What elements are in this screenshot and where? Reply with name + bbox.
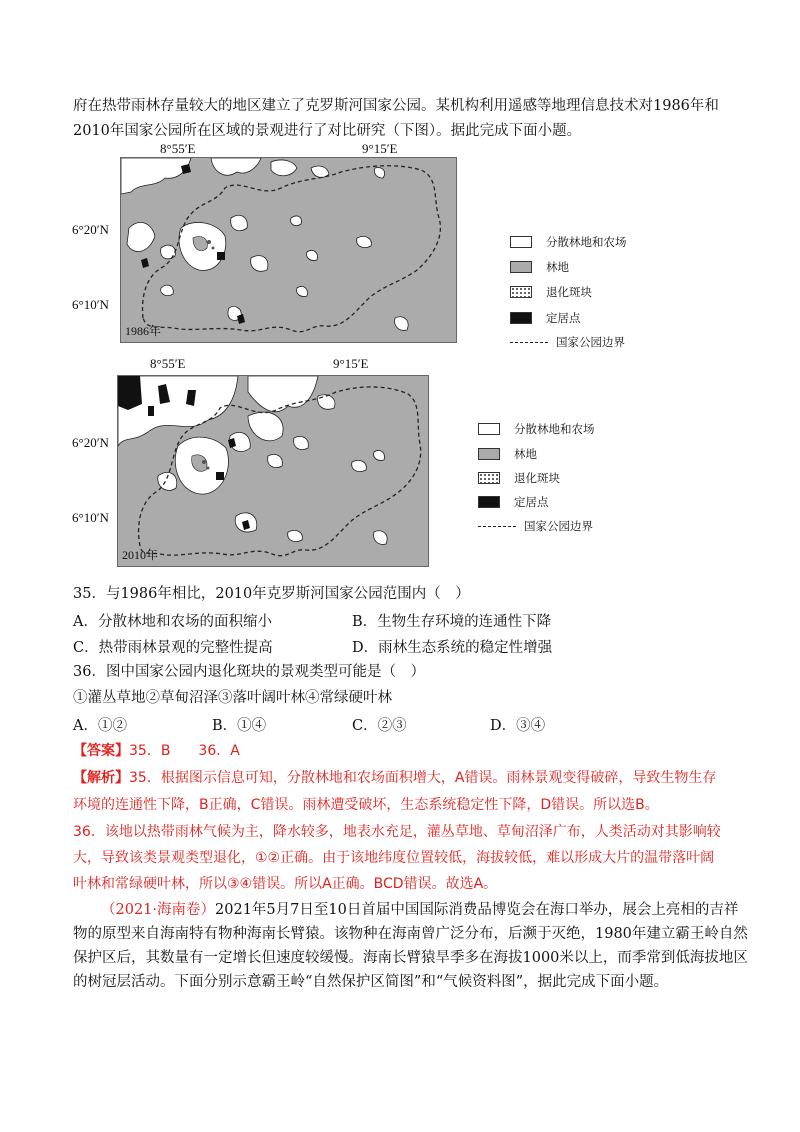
q35-option-c: C．热带雨林景观的完整性提高 [73, 640, 273, 656]
legend1-degraded-label: 退化斑块 [546, 285, 592, 299]
legend2-settlement-label: 定居点 [514, 495, 549, 509]
next-line-2: 物的原型来自海南特有物种海南长臂猿。该物种在海南曾广泛分布，后濒于灭绝，1980年建立霸王岭自然 [73, 926, 748, 942]
legend2-degraded-label: 退化斑块 [514, 471, 560, 485]
legend1-boundary-label: 国家公园边界 [556, 335, 625, 349]
legend1-degraded-swatch [510, 286, 532, 298]
analysis-line-4: 大，导致该类景观类型退化，①②正确。由于该地纬度位置较低，海拔较低，难以形成大片的温带落叶阔 [73, 850, 715, 866]
analysis-text-1: 35．根据图示信息可知，分散林地和农场面积增大，A错误。雨林景观变得破碎，导致生物生存 [129, 770, 717, 786]
map2-lat-bottom: 6°10′N [72, 510, 109, 525]
legend1-degraded [510, 284, 592, 300]
next-source: （2021·海南卷） [101, 902, 216, 918]
map2-lat-top: 6°20′N [72, 435, 109, 450]
next-line-1 [73, 900, 760, 920]
answer-label: 【答案】 [73, 743, 129, 759]
analysis-line-5: 叶林和常绿硬叶林，所以③④错误。所以A正确。BCD错误。故选A。 [73, 876, 498, 892]
legend1-boundary [510, 334, 625, 350]
legend2-scattered-label: 分散林地和农场 [514, 422, 595, 436]
legend1-settlement-swatch [510, 312, 532, 324]
map-1986-figure [121, 158, 456, 342]
map1-year: 1986年 [125, 324, 162, 338]
map2-lon-right: 9°15′E [333, 356, 369, 371]
analysis-line-3: 36．该地以热带雨林气候为主，降水较多，地表水充足，灌丛草地、草甸沼泽广布，人类活动对其影响较 [73, 824, 721, 840]
legend1-settlement-label: 定居点 [546, 311, 581, 325]
map1-lat-bottom: 6°10′N [72, 297, 109, 312]
next-line-3: 保护区后，其数量有一定增长但速度较缓慢。海南长臂猿旱季多在海拔1000米以上，而季常到低海拔地区 [73, 950, 748, 966]
legend2-settlement-swatch [478, 496, 500, 508]
map-2010 [117, 375, 429, 567]
answer-text: 35．B 36．A [129, 743, 240, 759]
map1-lon-right: 9°15′E [362, 141, 398, 156]
legend2-boundary-line [478, 526, 516, 527]
q35-stem: 35．与1986年相比，2010年克罗斯河国家公园范围内（ ） [73, 586, 470, 602]
legend1-scattered-swatch [510, 236, 532, 248]
map-1986 [120, 157, 457, 343]
q35-option-b: B．生物生存环境的连通性下降 [352, 614, 552, 630]
legend2-settlement [478, 494, 549, 510]
legend1-scattered-label: 分散林地和农场 [546, 235, 627, 249]
q36-option-c: C．②③ [352, 718, 407, 734]
q36-option-a: A．①② [73, 718, 127, 734]
q36-option-b: B．①④ [212, 718, 267, 734]
legend2-forest [478, 446, 537, 462]
q35-option-a: A．分散林地和农场的面积缩小 [73, 614, 272, 630]
intro-line-1: 府在热带雨林存量较大的地区建立了克罗斯河国家公园。某机构利用遥感等地理信息技术对1986年和 [73, 98, 719, 114]
analysis-label: 【解析】 [73, 770, 129, 786]
answer-line [73, 741, 760, 761]
legend2-forest-swatch [478, 448, 500, 460]
q36-stem: 36．图中国家公园内退化斑块的景观类型可能是（ ） [73, 664, 425, 680]
legend1-settlement [510, 310, 581, 326]
map2-year: 2010年 [122, 548, 159, 562]
legend2-forest-label: 林地 [514, 447, 537, 461]
legend2-boundary-label: 国家公园边界 [524, 519, 593, 533]
legend2-scattered-swatch [478, 423, 500, 435]
legend2-scattered [478, 421, 595, 437]
legend1-scattered [510, 234, 627, 250]
map1-lat-top: 6°20′N [72, 222, 109, 237]
intro-line-2: 2010年国家公园所在区域的景观进行了对比研究（下图）。据此完成下面小题。 [73, 123, 582, 139]
map1-lon-left: 8°55′E [160, 141, 196, 156]
legend2-boundary [478, 518, 593, 534]
legend1-boundary-line [510, 342, 548, 343]
next-line-4: 的树冠层活动。下面分别示意霸王岭“自然保护区简图”和“气候资料图”，据此完成下面小题。 [73, 974, 669, 990]
legend1-forest [510, 259, 569, 275]
legend1-forest-label: 林地 [546, 260, 569, 274]
q35-option-d: D．雨林生态系统的稳定性增强 [352, 640, 553, 656]
q36-items: ①灌丛草地②草甸沼泽③落叶阔叶林④常绿硬叶林 [73, 690, 392, 706]
map2-lon-left: 8°55′E [150, 356, 186, 371]
analysis-line-1 [73, 768, 760, 788]
q36-option-d: D．③④ [490, 718, 546, 734]
legend1-forest-swatch [510, 261, 532, 273]
next-text-1: 2021年5月7日至10日首届中国国际消费品博览会在海口举办，展会上亮相的吉祥 [215, 902, 739, 918]
legend2-degraded [478, 470, 560, 486]
map-2010-figure [118, 376, 428, 566]
legend2-degraded-swatch [478, 472, 500, 484]
analysis-line-2: 环境的连通性下降，B正确，C错误。雨林遭受破坏，生态系统稳定性下降，D错误。所以选B。 [73, 797, 659, 813]
